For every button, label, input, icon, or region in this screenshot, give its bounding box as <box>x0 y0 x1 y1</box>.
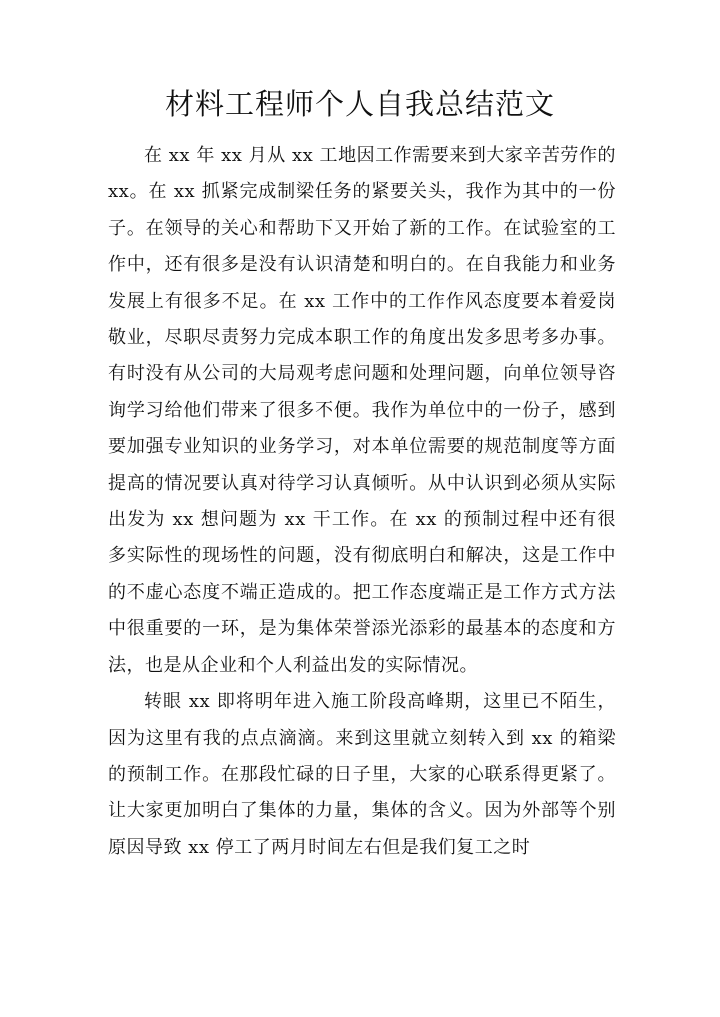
paragraph-2: 转眼 xx 即将明年进入施工阶段高峰期，这里已不陌生，因为这里有我的点点滴滴。来到这里就立刻转入到 xx 的箱梁的预制工作。在那段忙碌的日子里，大家的心联系得更紧了。让大家更加明白了集体的力量，集体的含义。因为外部等个别原因导致 xx 停工了两月时间左右但是我们复工之时 <box>108 691 616 858</box>
document-body <box>108 138 616 866</box>
paragraph-1: 在 xx 年 xx 月从 xx 工地因工作需要来到大家辛苦劳作的 xx。在 xx 抓紧完成制梁任务的紧要关头，我作为其中的一份子。在领导的关心和帮助下又开始了新的工作。在试验室的工作中，还有很多是没有认识清楚和明白的。在自我能力和业务发展上有很多不足。在 xx 工作中的工作作风态度要本着爱岗敬业，尽职尽责努力完成本职工作的角度出发多思考多办事。有时没有从公司的大局观考虑问题和处理问题，向单位领导咨询学习给他们带来了很多不便。我作为单位中的一份子，感到要加强专业知识的业务学习，对本单位需要的规范制度等方面提高的情况要认真对待学习认真倾听。从中认识到必须从实际出发为 xx 想问题为 xx 干工作。在 xx 的预制过程中还有很多实际性的现场性的问题，没有彻底明白和解决，这是工作中的不虚心态度不端正造成的。把工作态度端正是工作方式方法中很重要的一环，是为集体荣誉添光添彩的最基本的态度和方法，也是从企业和个人利益出发的实际情况。 <box>108 145 616 676</box>
document-title: 材料工程师个人自我总结范文 <box>164 87 555 121</box>
